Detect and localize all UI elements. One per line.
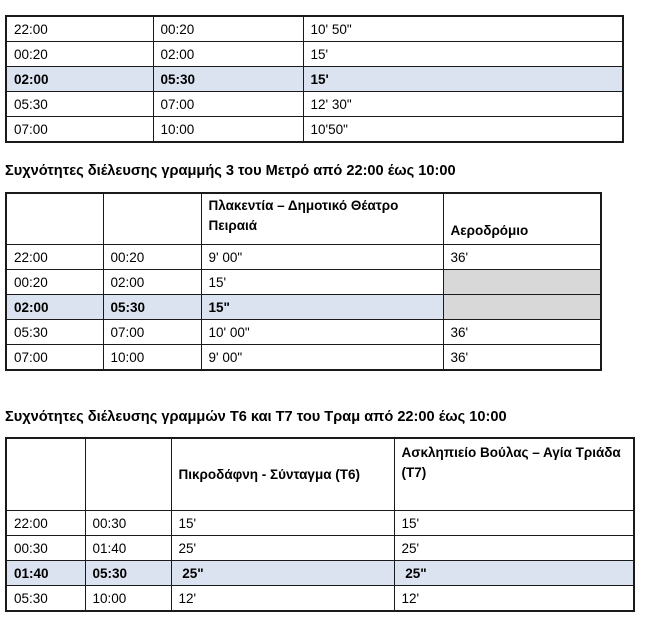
- column-header-t7: Ασκληπιείο Βούλας – Αγία Τριάδα (Τ7): [394, 438, 634, 511]
- cell-frequency: 25': [171, 536, 394, 561]
- cell-frequency: 25": [171, 561, 394, 586]
- table-row: [6, 42, 623, 67]
- cell-frequency: 15': [201, 270, 443, 295]
- cell-frequency: 25': [394, 536, 634, 561]
- cell-frequency: 9' 00": [201, 345, 443, 371]
- cell-time-from: 05:30: [6, 320, 103, 345]
- table-row-highlighted: [6, 561, 634, 586]
- table-row: [6, 586, 634, 612]
- empty-header-cell: [103, 193, 201, 245]
- cell-frequency: 12': [394, 586, 634, 612]
- cell-frequency: 15': [303, 42, 623, 67]
- empty-header-cell: [6, 193, 103, 245]
- cell-time-from: 05:30: [6, 92, 153, 117]
- cell-time-to: 00:20: [153, 16, 303, 42]
- cell-time-from: 05:30: [6, 586, 85, 612]
- cell-frequency: 12' 30": [303, 92, 623, 117]
- cell-frequency: 15': [303, 67, 623, 92]
- cell-time-to: 10:00: [103, 345, 201, 371]
- table-header-row: [6, 193, 601, 245]
- cell-time-from: 07:00: [6, 345, 103, 371]
- table-header-row: [6, 438, 634, 511]
- table-row: [6, 511, 634, 536]
- cell-frequency: 25": [394, 561, 634, 586]
- empty-header-cell: [85, 438, 171, 511]
- cell-time-from: 00:20: [6, 270, 103, 295]
- cell-time-to: 10:00: [153, 117, 303, 143]
- cell-frequency: 12': [171, 586, 394, 612]
- cell-time-from: 02:00: [6, 295, 103, 320]
- cell-frequency: 36': [443, 245, 601, 270]
- frequency-table-top: [5, 15, 624, 143]
- table-row: [6, 345, 601, 371]
- table-row: [6, 270, 601, 295]
- cell-time-from: 02:00: [6, 67, 153, 92]
- table-row: [6, 536, 634, 561]
- cell-time-from: 01:40: [6, 561, 85, 586]
- cell-time-to: 00:20: [103, 245, 201, 270]
- cell-time-from: 22:00: [6, 16, 153, 42]
- cell-no-service: [443, 295, 601, 320]
- cell-time-from: 07:00: [6, 117, 153, 143]
- column-header-t6: Πικροδάφνη - Σύνταγμα (Τ6): [171, 438, 394, 511]
- cell-time-from: 22:00: [6, 511, 85, 536]
- cell-frequency: 36': [443, 345, 601, 371]
- cell-time-to: 05:30: [153, 67, 303, 92]
- table-row-highlighted: [6, 67, 623, 92]
- cell-frequency: 36': [443, 320, 601, 345]
- cell-time-to: 02:00: [103, 270, 201, 295]
- table-row: [6, 92, 623, 117]
- frequency-table-tram-t6-t7: [5, 437, 635, 612]
- frequency-table-metro-line3: [5, 192, 602, 371]
- table-row: [6, 245, 601, 270]
- table-row: [6, 16, 623, 42]
- cell-time-to: 07:00: [103, 320, 201, 345]
- cell-time-to: 02:00: [153, 42, 303, 67]
- metro-line3-heading: Συχνότητες διέλευσης γραμμής 3 του Μετρό από 22:00 έως 10:00: [5, 163, 456, 179]
- cell-frequency: 10' 50": [303, 16, 623, 42]
- cell-time-to: 00:30: [85, 511, 171, 536]
- cell-no-service: [443, 270, 601, 295]
- table-row: [6, 117, 623, 143]
- cell-time-to: 10:00: [85, 586, 171, 612]
- cell-time-to: 05:30: [85, 561, 171, 586]
- cell-time-to: 01:40: [85, 536, 171, 561]
- column-header-plakentia-piraeus: Πλακεντία – Δημοτικό Θέατρο Πειραιά: [201, 193, 443, 245]
- cell-time-to: 05:30: [103, 295, 201, 320]
- column-header-airport: Αεροδρόμιο: [443, 193, 601, 245]
- tram-t6-t7-heading: Συχνότητες διέλευσης γραμμών Τ6 και Τ7 του Τραμ από 22:00 έως 10:00: [5, 409, 507, 425]
- table-row-highlighted: [6, 295, 601, 320]
- cell-frequency: 10' 00": [201, 320, 443, 345]
- cell-time-from: 22:00: [6, 245, 103, 270]
- cell-time-from: 00:30: [6, 536, 85, 561]
- cell-frequency: 15': [394, 511, 634, 536]
- cell-frequency: 9' 00": [201, 245, 443, 270]
- cell-frequency: 15': [171, 511, 394, 536]
- cell-time-from: 00:20: [6, 42, 153, 67]
- cell-frequency: 10'50": [303, 117, 623, 143]
- cell-frequency: 15": [201, 295, 443, 320]
- empty-header-cell: [6, 438, 85, 511]
- cell-time-to: 07:00: [153, 92, 303, 117]
- table-row: [6, 320, 601, 345]
